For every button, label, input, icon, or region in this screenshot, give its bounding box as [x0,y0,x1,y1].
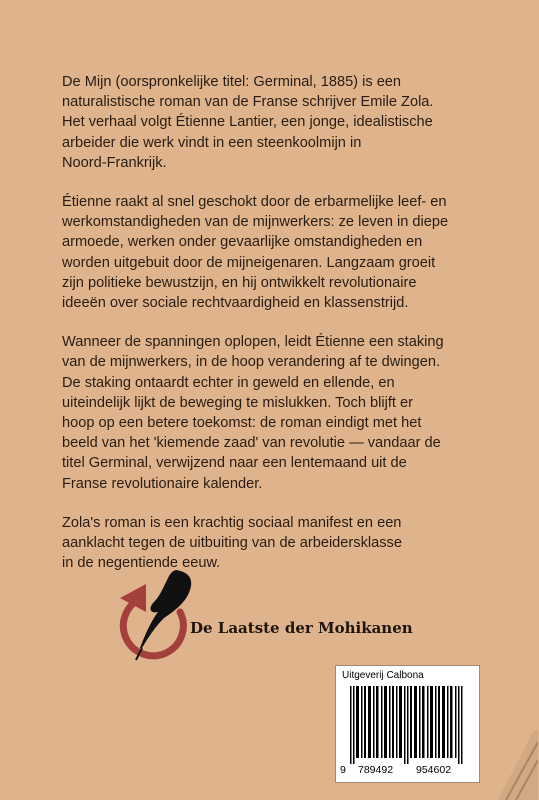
isbn-prefix-digit: 9 [340,764,346,776]
corner-stripes-mark [494,730,538,800]
blurb-line: worden uitgebuit door de mijneigenaren. Langzaam groeit [62,254,436,271]
blurb-line: arbeider die werk vindt in een steenkoolmijn in [62,134,362,151]
barcode-publisher-label: Uitgeverij Calbona [342,670,424,681]
publisher-name: De Laatste der Mohikanen [190,619,413,637]
blurb-line: ideeën over sociale rechtvaardigheid en klassenstrijd. [62,295,409,312]
blurb-line: Noord-Frankrijk. [62,154,167,171]
blurb-paragraph-1 [62,72,492,173]
isbn-barcode [335,665,480,783]
blurb-line: hoop op een betere toekomst: de roman eindigt met het [62,415,422,432]
isbn-right-group: 954602 [416,764,452,776]
blurb-line: werkomstandigheden van de mijnwerkers: ze leven in diepe [62,214,449,231]
blurb-line: Étienne raakt al snel geschokt door de erbarmelijke leef- en [62,194,447,211]
publisher-logo [116,568,446,668]
blurb-line: beeld van het 'kiemende zaad' van revolutie — vandaar de [62,435,441,452]
blurb-line: uiteindelijk lijkt de beweging te mislukken. Toch blijft er [62,394,413,411]
blurb-line: titel Germinal, verwijzend naar een lentemaand uit de [62,455,407,472]
blurb-paragraph-3 [62,332,492,494]
blurb-line: van de mijnwerkers, in de hoop verandering af te dwingen. [62,354,441,371]
blurb-paragraph-4 [62,513,492,574]
barcode-bars [340,686,476,766]
blurb-line: in de negentiende eeuw. [62,555,221,572]
blurb-text [62,72,492,592]
blurb-line: armoede, werken onder gevaarlijke omstandigheden en [62,234,423,251]
blurb-line: Het verhaal volgt Étienne Lantier, een jonge, idealistische [62,114,433,131]
isbn-left-group: 789492 [358,764,394,776]
blurb-line: naturalistische roman van de Franse schrijver Emile Zola. [62,94,434,111]
blurb-line: aanklacht tegen de uitbuiting van de arbeidersklasse [62,535,402,552]
blurb-line: zijn politieke bewustzijn, en hij ontwikkelt revolutionaire [62,274,417,291]
blurb-line: Franse revolutionaire kalender. [62,475,263,492]
blurb-line: Wanneer de spanningen oplopen, leidt Étienne een staking [62,334,444,351]
quill-circle-arrow-icon [116,568,206,668]
blurb-line: Zola's roman is een krachtig sociaal manifest en een [62,514,402,531]
blurb-line: De Mijn (oorspronkelijke titel: Germinal, 1885) is een [62,74,402,90]
blurb-line: De staking ontaardt echter in geweld en ellende, en [62,374,395,391]
blurb-paragraph-2 [62,192,492,313]
